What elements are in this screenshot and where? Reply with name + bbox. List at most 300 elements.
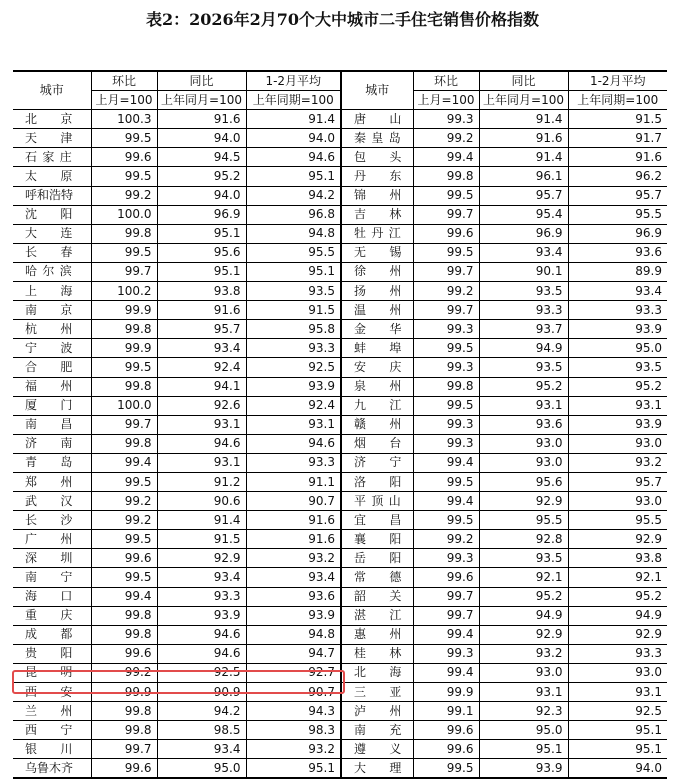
cell-yoy-right: 93.4 <box>479 243 568 262</box>
cell-yoy-left: 95.7 <box>157 320 246 339</box>
cell-yoy-left: 91.6 <box>157 110 246 129</box>
cell-city-left: 太原 <box>13 167 91 186</box>
cell-mom-left: 99.2 <box>91 492 157 511</box>
cell-yoy-left: 95.1 <box>157 224 246 243</box>
cell-mom-right: 99.6 <box>413 740 479 759</box>
cell-avg-right: 93.1 <box>568 683 667 702</box>
cell-city-left: 福州 <box>13 377 91 396</box>
cell-city-left: 武汉 <box>13 492 91 511</box>
cell-yoy-left: 91.6 <box>157 301 246 320</box>
cell-city-left: 南京 <box>13 301 91 320</box>
cell-avg-left: 91.6 <box>246 511 341 530</box>
cell-yoy-right: 93.5 <box>479 549 568 568</box>
cell-mom-right: 99.5 <box>413 472 479 491</box>
cell-yoy-left: 93.4 <box>157 339 246 358</box>
cell-city-right: 泉州 <box>341 377 413 396</box>
cell-avg-right: 93.0 <box>568 663 667 682</box>
cell-yoy-right: 95.6 <box>479 472 568 491</box>
cell-avg-right: 93.9 <box>568 415 667 434</box>
cell-yoy-right: 93.0 <box>479 453 568 472</box>
table-row <box>13 530 667 549</box>
cell-mom-right: 99.5 <box>413 396 479 415</box>
cell-avg-left: 95.5 <box>246 243 341 262</box>
cell-mom-right: 99.6 <box>413 721 479 740</box>
cell-mom-right: 99.6 <box>413 568 479 587</box>
header-avg-left: 1-2月平均 <box>246 71 341 91</box>
cell-yoy-right: 93.1 <box>479 396 568 415</box>
cell-yoy-left: 94.6 <box>157 625 246 644</box>
cell-yoy-left: 95.0 <box>157 759 246 779</box>
cell-city-left: 上海 <box>13 282 91 301</box>
cell-avg-left: 93.3 <box>246 339 341 358</box>
cell-avg-left: 92.5 <box>246 358 341 377</box>
cell-city-left: 杭州 <box>13 320 91 339</box>
cell-mom-right: 99.4 <box>413 148 479 167</box>
cell-avg-left: 91.6 <box>246 530 341 549</box>
cell-mom-left: 99.9 <box>91 683 157 702</box>
cell-avg-right: 92.9 <box>568 625 667 644</box>
cell-mom-right: 99.5 <box>413 759 479 779</box>
cell-city-right: 洛阳 <box>341 472 413 491</box>
cell-city-right: 宜昌 <box>341 511 413 530</box>
cell-city-right: 泸州 <box>341 702 413 721</box>
cell-mom-left: 99.6 <box>91 644 157 663</box>
cell-mom-left: 99.8 <box>91 377 157 396</box>
cell-city-right: 温州 <box>341 301 413 320</box>
cell-yoy-right: 93.0 <box>479 663 568 682</box>
cell-mom-left: 99.6 <box>91 549 157 568</box>
header-mom-right: 环比 <box>413 71 479 91</box>
price-index-table <box>13 70 667 779</box>
table-body <box>13 110 667 779</box>
cell-avg-right: 89.9 <box>568 262 667 281</box>
cell-avg-left: 91.4 <box>246 110 341 129</box>
table-row <box>13 549 667 568</box>
table-row <box>13 740 667 759</box>
cell-mom-left: 99.9 <box>91 301 157 320</box>
cell-yoy-left: 94.0 <box>157 186 246 205</box>
cell-yoy-left: 94.5 <box>157 148 246 167</box>
cell-city-right: 南充 <box>341 721 413 740</box>
cell-city-right: 韶关 <box>341 587 413 606</box>
cell-avg-left: 93.9 <box>246 606 341 625</box>
table-row <box>13 243 667 262</box>
header-avg-base-left: 上年同期=100 <box>246 91 341 110</box>
cell-yoy-right: 96.9 <box>479 224 568 243</box>
cell-avg-right: 95.1 <box>568 721 667 740</box>
table-header <box>13 71 667 110</box>
cell-avg-right: 94.0 <box>568 759 667 779</box>
cell-yoy-left: 98.5 <box>157 721 246 740</box>
cell-avg-left: 94.7 <box>246 644 341 663</box>
cell-yoy-right: 95.0 <box>479 721 568 740</box>
cell-mom-right: 99.2 <box>413 282 479 301</box>
cell-mom-right: 99.1 <box>413 702 479 721</box>
cell-mom-right: 99.3 <box>413 415 479 434</box>
cell-yoy-left: 93.1 <box>157 415 246 434</box>
table-row <box>13 759 667 779</box>
header-city-right: 城市 <box>341 71 413 110</box>
table-row <box>13 224 667 243</box>
cell-yoy-right: 93.1 <box>479 683 568 702</box>
cell-yoy-right: 92.9 <box>479 625 568 644</box>
cell-yoy-right: 93.6 <box>479 415 568 434</box>
cell-city-right: 赣州 <box>341 415 413 434</box>
cell-yoy-right: 93.2 <box>479 644 568 663</box>
cell-yoy-left: 90.9 <box>157 683 246 702</box>
cell-mom-right: 99.5 <box>413 339 479 358</box>
cell-avg-right: 95.0 <box>568 339 667 358</box>
cell-avg-left: 93.1 <box>246 415 341 434</box>
cell-yoy-right: 95.2 <box>479 377 568 396</box>
cell-mom-right: 99.2 <box>413 530 479 549</box>
cell-city-left: 宁波 <box>13 339 91 358</box>
cell-city-right: 牡丹江 <box>341 224 413 243</box>
table-row <box>13 358 667 377</box>
cell-avg-right: 93.6 <box>568 243 667 262</box>
cell-city-left: 深圳 <box>13 549 91 568</box>
cell-yoy-right: 92.9 <box>479 492 568 511</box>
cell-city-left: 乌鲁木齐 <box>13 759 91 779</box>
cell-mom-left: 99.6 <box>91 759 157 779</box>
cell-city-left: 北京 <box>13 110 91 129</box>
cell-city-right: 济宁 <box>341 453 413 472</box>
cell-city-right: 锦州 <box>341 186 413 205</box>
cell-city-left: 成都 <box>13 625 91 644</box>
cell-avg-right: 92.5 <box>568 702 667 721</box>
cell-avg-right: 91.7 <box>568 129 667 148</box>
cell-city-left: 长春 <box>13 243 91 262</box>
cell-yoy-right: 90.1 <box>479 262 568 281</box>
cell-city-left: 石家庄 <box>13 148 91 167</box>
cell-city-left: 沈阳 <box>13 205 91 224</box>
cell-avg-right: 92.1 <box>568 568 667 587</box>
cell-avg-left: 94.6 <box>246 434 341 453</box>
cell-yoy-right: 93.3 <box>479 301 568 320</box>
cell-avg-right: 93.4 <box>568 282 667 301</box>
cell-city-right: 襄阳 <box>341 530 413 549</box>
cell-city-right: 北海 <box>341 663 413 682</box>
cell-yoy-left: 94.6 <box>157 434 246 453</box>
table-row <box>13 492 667 511</box>
cell-avg-left: 94.8 <box>246 224 341 243</box>
cell-yoy-left: 94.1 <box>157 377 246 396</box>
cell-yoy-left: 95.6 <box>157 243 246 262</box>
cell-city-left: 西安 <box>13 683 91 702</box>
cell-yoy-left: 94.6 <box>157 644 246 663</box>
cell-yoy-left: 92.4 <box>157 358 246 377</box>
cell-mom-left: 99.8 <box>91 224 157 243</box>
cell-avg-left: 93.3 <box>246 453 341 472</box>
cell-city-right: 湛江 <box>341 606 413 625</box>
cell-mom-left: 99.6 <box>91 148 157 167</box>
cell-yoy-right: 95.1 <box>479 740 568 759</box>
cell-yoy-right: 92.8 <box>479 530 568 549</box>
cell-avg-left: 94.3 <box>246 702 341 721</box>
cell-yoy-left: 90.6 <box>157 492 246 511</box>
table-row <box>13 186 667 205</box>
cell-avg-right: 93.0 <box>568 492 667 511</box>
cell-yoy-left: 92.6 <box>157 396 246 415</box>
cell-avg-left: 92.7 <box>246 663 341 682</box>
cell-avg-right: 95.1 <box>568 740 667 759</box>
table-row <box>13 587 667 606</box>
table-row <box>13 702 667 721</box>
cell-avg-right: 93.1 <box>568 396 667 415</box>
cell-mom-right: 99.8 <box>413 377 479 396</box>
cell-avg-right: 93.3 <box>568 644 667 663</box>
header-mom-left: 环比 <box>91 71 157 91</box>
cell-mom-left: 99.2 <box>91 186 157 205</box>
cell-yoy-left: 93.8 <box>157 282 246 301</box>
table-row <box>13 167 667 186</box>
cell-mom-right: 99.3 <box>413 358 479 377</box>
cell-city-left: 天津 <box>13 129 91 148</box>
table-row <box>13 320 667 339</box>
cell-city-left: 大连 <box>13 224 91 243</box>
cell-mom-right: 99.4 <box>413 492 479 511</box>
cell-avg-left: 93.2 <box>246 549 341 568</box>
cell-city-right: 无锡 <box>341 243 413 262</box>
cell-mom-left: 99.2 <box>91 663 157 682</box>
cell-mom-right: 99.7 <box>413 606 479 625</box>
cell-city-right: 包头 <box>341 148 413 167</box>
cell-city-left: 合肥 <box>13 358 91 377</box>
table-row <box>13 148 667 167</box>
cell-yoy-left: 91.5 <box>157 530 246 549</box>
header-yoy-left: 同比 <box>157 71 246 91</box>
table-row <box>13 434 667 453</box>
table-row <box>13 663 667 682</box>
header-yoy-base-right: 上年同月=100 <box>479 91 568 110</box>
cell-mom-left: 100.0 <box>91 396 157 415</box>
cell-city-right: 金华 <box>341 320 413 339</box>
cell-mom-left: 99.5 <box>91 243 157 262</box>
cell-avg-left: 90.7 <box>246 492 341 511</box>
cell-avg-left: 91.1 <box>246 472 341 491</box>
cell-avg-right: 93.9 <box>568 320 667 339</box>
cell-city-right: 丹东 <box>341 167 413 186</box>
cell-mom-right: 99.7 <box>413 587 479 606</box>
cell-mom-right: 99.5 <box>413 243 479 262</box>
cell-yoy-left: 93.4 <box>157 568 246 587</box>
cell-mom-left: 100.0 <box>91 205 157 224</box>
cell-avg-left: 96.8 <box>246 205 341 224</box>
cell-yoy-left: 92.9 <box>157 549 246 568</box>
cell-mom-right: 99.4 <box>413 625 479 644</box>
header-mom-base-left: 上月=100 <box>91 91 157 110</box>
table-row <box>13 396 667 415</box>
cell-mom-left: 99.9 <box>91 339 157 358</box>
table-row <box>13 472 667 491</box>
cell-yoy-left: 95.2 <box>157 167 246 186</box>
cell-mom-right: 99.3 <box>413 549 479 568</box>
cell-yoy-left: 91.2 <box>157 472 246 491</box>
table-title: 表2：2026年2月70个大中城市二手住宅销售价格指数 <box>145 10 540 29</box>
table-row <box>13 453 667 472</box>
cell-avg-right: 95.2 <box>568 377 667 396</box>
cell-avg-right: 96.2 <box>568 167 667 186</box>
cell-avg-right: 95.5 <box>568 205 667 224</box>
cell-yoy-right: 95.2 <box>479 587 568 606</box>
cell-yoy-right: 92.3 <box>479 702 568 721</box>
cell-avg-left: 94.0 <box>246 129 341 148</box>
cell-avg-left: 94.2 <box>246 186 341 205</box>
table-row <box>13 625 667 644</box>
cell-yoy-right: 92.1 <box>479 568 568 587</box>
cell-city-right: 九江 <box>341 396 413 415</box>
cell-mom-left: 99.7 <box>91 262 157 281</box>
cell-mom-right: 99.2 <box>413 129 479 148</box>
header-mom-base-right: 上月=100 <box>413 91 479 110</box>
header-yoy-right: 同比 <box>479 71 568 91</box>
cell-yoy-right: 93.7 <box>479 320 568 339</box>
cell-avg-right: 93.8 <box>568 549 667 568</box>
header-avg-base-right: 上年同期=100 <box>568 91 667 110</box>
cell-mom-left: 99.8 <box>91 721 157 740</box>
cell-avg-right: 96.9 <box>568 224 667 243</box>
cell-city-right: 大理 <box>341 759 413 779</box>
cell-avg-left: 93.4 <box>246 568 341 587</box>
cell-city-right: 唐山 <box>341 110 413 129</box>
cell-yoy-right: 91.4 <box>479 110 568 129</box>
cell-mom-right: 99.8 <box>413 167 479 186</box>
cell-mom-left: 99.7 <box>91 740 157 759</box>
cell-city-right: 岳阳 <box>341 549 413 568</box>
table-row <box>13 644 667 663</box>
cell-city-left: 青岛 <box>13 453 91 472</box>
cell-avg-right: 93.5 <box>568 358 667 377</box>
cell-city-right: 三亚 <box>341 683 413 702</box>
table-row <box>13 301 667 320</box>
cell-avg-left: 95.1 <box>246 167 341 186</box>
cell-yoy-right: 93.5 <box>479 282 568 301</box>
cell-yoy-left: 93.9 <box>157 606 246 625</box>
cell-yoy-right: 93.5 <box>479 358 568 377</box>
cell-yoy-left: 93.3 <box>157 587 246 606</box>
cell-mom-right: 99.3 <box>413 644 479 663</box>
table-row <box>13 606 667 625</box>
cell-city-left: 昆明 <box>13 663 91 682</box>
header-avg-right: 1-2月平均 <box>568 71 667 91</box>
table-row <box>13 282 667 301</box>
cell-avg-right: 93.2 <box>568 453 667 472</box>
cell-mom-left: 99.8 <box>91 320 157 339</box>
cell-city-right: 秦皇岛 <box>341 129 413 148</box>
table-row <box>13 721 667 740</box>
cell-yoy-right: 95.7 <box>479 186 568 205</box>
cell-yoy-left: 93.1 <box>157 453 246 472</box>
cell-city-right: 桂林 <box>341 644 413 663</box>
cell-city-left: 贵阳 <box>13 644 91 663</box>
cell-yoy-left: 94.0 <box>157 129 246 148</box>
cell-city-left: 海口 <box>13 587 91 606</box>
cell-city-left: 南昌 <box>13 415 91 434</box>
cell-avg-right: 95.7 <box>568 472 667 491</box>
cell-mom-right: 99.4 <box>413 663 479 682</box>
cell-mom-left: 100.2 <box>91 282 157 301</box>
cell-mom-right: 99.7 <box>413 301 479 320</box>
cell-avg-right: 94.9 <box>568 606 667 625</box>
table-row <box>13 683 667 702</box>
cell-mom-right: 99.7 <box>413 262 479 281</box>
cell-avg-right: 95.5 <box>568 511 667 530</box>
cell-avg-left: 93.2 <box>246 740 341 759</box>
cell-avg-left: 93.5 <box>246 282 341 301</box>
table-row <box>13 205 667 224</box>
cell-mom-left: 99.2 <box>91 511 157 530</box>
cell-mom-left: 99.5 <box>91 167 157 186</box>
cell-mom-right: 99.3 <box>413 320 479 339</box>
cell-avg-left: 98.3 <box>246 721 341 740</box>
cell-mom-right: 99.9 <box>413 683 479 702</box>
cell-city-left: 南宁 <box>13 568 91 587</box>
table-row <box>13 377 667 396</box>
cell-mom-left: 100.3 <box>91 110 157 129</box>
cell-avg-right: 92.9 <box>568 530 667 549</box>
cell-city-left: 呼和浩特 <box>13 186 91 205</box>
cell-avg-left: 92.4 <box>246 396 341 415</box>
cell-yoy-right: 94.9 <box>479 339 568 358</box>
cell-mom-left: 99.7 <box>91 415 157 434</box>
table-row <box>13 568 667 587</box>
cell-avg-left: 95.1 <box>246 262 341 281</box>
cell-city-right: 常德 <box>341 568 413 587</box>
cell-yoy-right: 96.1 <box>479 167 568 186</box>
cell-mom-right: 99.3 <box>413 434 479 453</box>
cell-mom-left: 99.8 <box>91 434 157 453</box>
cell-city-right: 平顶山 <box>341 492 413 511</box>
cell-avg-left: 94.6 <box>246 148 341 167</box>
cell-mom-left: 99.5 <box>91 472 157 491</box>
cell-yoy-right: 95.4 <box>479 205 568 224</box>
cell-city-left: 兰州 <box>13 702 91 721</box>
cell-mom-left: 99.5 <box>91 358 157 377</box>
cell-city-left: 银川 <box>13 740 91 759</box>
cell-avg-left: 90.7 <box>246 683 341 702</box>
cell-city-left: 郑州 <box>13 472 91 491</box>
header-yoy-base-left: 上年同月=100 <box>157 91 246 110</box>
cell-mom-left: 99.8 <box>91 625 157 644</box>
cell-yoy-left: 95.1 <box>157 262 246 281</box>
cell-avg-left: 93.9 <box>246 377 341 396</box>
cell-city-right: 惠州 <box>341 625 413 644</box>
cell-avg-left: 91.5 <box>246 301 341 320</box>
cell-avg-left: 93.6 <box>246 587 341 606</box>
cell-mom-left: 99.4 <box>91 453 157 472</box>
cell-avg-right: 91.5 <box>568 110 667 129</box>
cell-avg-right: 95.7 <box>568 186 667 205</box>
cell-city-right: 蚌埠 <box>341 339 413 358</box>
table-row <box>13 110 667 129</box>
header-city-left: 城市 <box>13 71 91 110</box>
cell-mom-left: 99.5 <box>91 568 157 587</box>
cell-mom-right: 99.3 <box>413 110 479 129</box>
cell-city-right: 徐州 <box>341 262 413 281</box>
cell-yoy-right: 94.9 <box>479 606 568 625</box>
cell-mom-left: 99.5 <box>91 530 157 549</box>
cell-yoy-right: 93.0 <box>479 434 568 453</box>
cell-mom-right: 99.5 <box>413 186 479 205</box>
cell-city-right: 安庆 <box>341 358 413 377</box>
table-row <box>13 511 667 530</box>
table-row <box>13 262 667 281</box>
cell-city-left: 长沙 <box>13 511 91 530</box>
cell-city-left: 重庆 <box>13 606 91 625</box>
cell-mom-left: 99.8 <box>91 606 157 625</box>
cell-city-left: 济南 <box>13 434 91 453</box>
cell-mom-right: 99.7 <box>413 205 479 224</box>
